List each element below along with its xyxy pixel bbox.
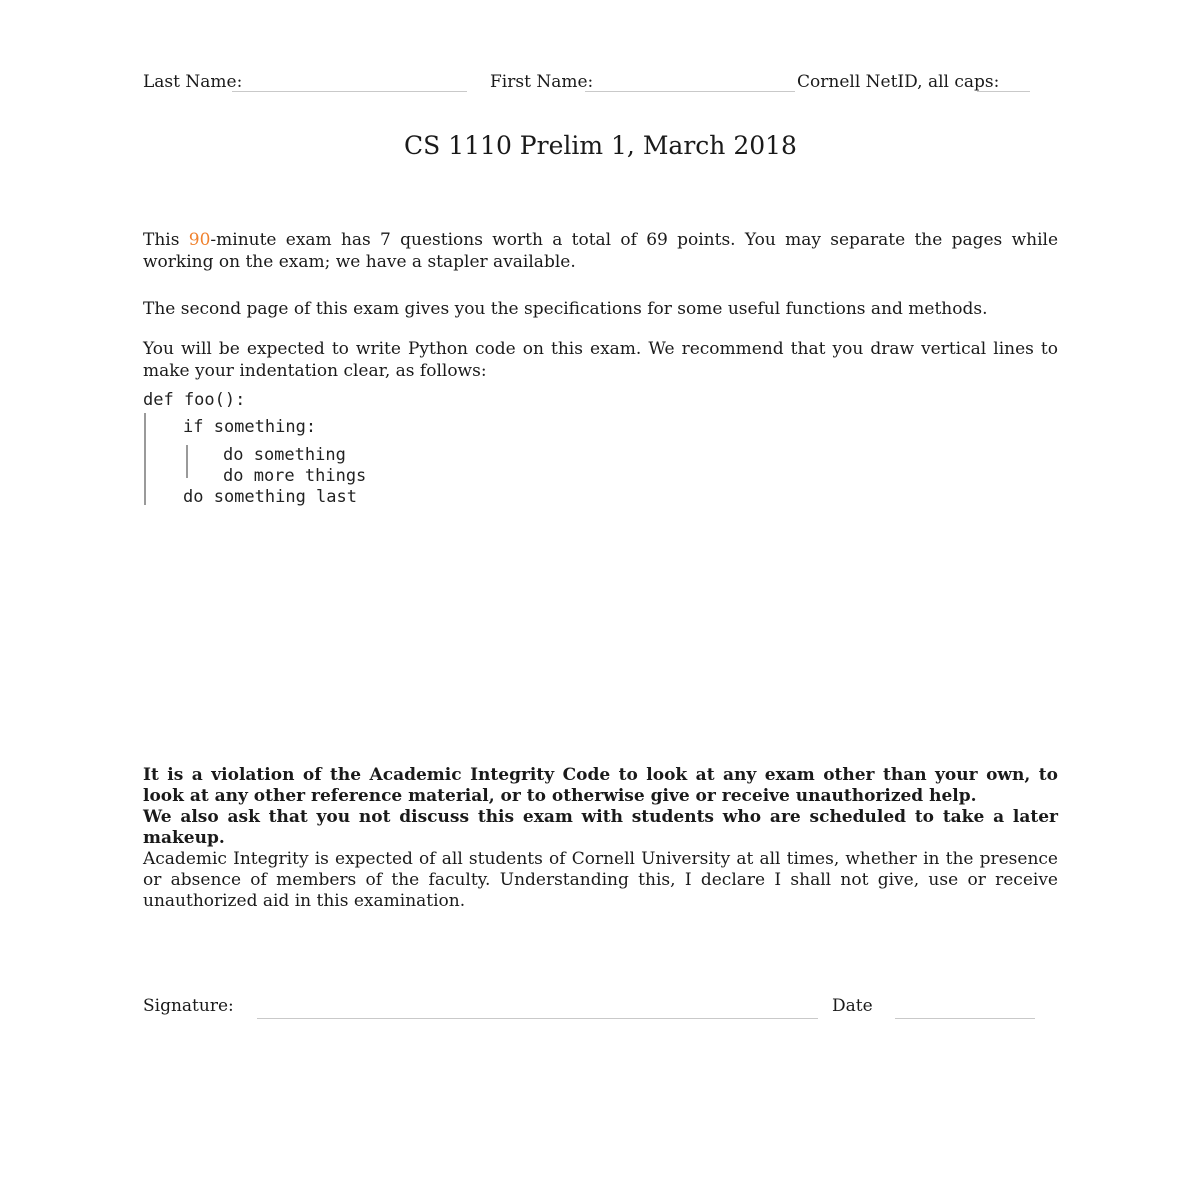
signature-date-footer [143, 997, 1058, 1025]
intro-paragraph-3: You will be expected to write Python code on this exam. We recommend that you draw vertical lines to make your indentation clear, as follows: [143, 339, 1058, 381]
code-line-if-something: if something: [183, 417, 317, 437]
intro-p1-text-before: This [143, 230, 189, 250]
integrity-statement-declaration: Academic Integrity is expected of all students of Cornell University at all times, whether in the presence or absence of members of the faculty. Understanding this, I declare I shall not give, use or receive unauthorized aid in this examination. [143, 849, 1058, 911]
integrity-statement-makeup: We also ask that you not discuss this exam with students who are scheduled to take a later makeup. [143, 807, 1058, 848]
academic-integrity-section [143, 765, 1058, 912]
code-line-do-more-things: do more things [223, 466, 367, 486]
signature-blank-line [257, 1018, 818, 1019]
date-label: Date [832, 996, 873, 1016]
intro-paragraph-1 [143, 230, 1058, 273]
code-example [143, 390, 643, 510]
indent-guide-line-inner [186, 445, 188, 478]
first-name-blank-line [585, 91, 795, 92]
name-netid-header [143, 73, 1058, 99]
first-name-label: First Name: [490, 72, 594, 92]
signature-label: Signature: [143, 996, 234, 1016]
intro-p1-text-after: -minute exam has 7 questions worth a total of 69 points. You may separate the pages while working on the exam; we have a stapler available. [143, 230, 1059, 272]
exam-duration-highlight: 90 [188, 230, 211, 250]
code-line-do-something: do something [223, 445, 346, 465]
date-blank-line [895, 1018, 1035, 1019]
netid-blank-line [977, 91, 1030, 92]
code-line-do-something-last: do something last [183, 487, 357, 507]
code-line-def-foo: def foo(): [143, 390, 246, 410]
netid-label: Cornell NetID, all caps: [797, 72, 1000, 92]
indent-guide-line-outer [144, 413, 146, 505]
intro-paragraph-2: The second page of this exam gives you the specifications for some useful functions and methods. [143, 299, 988, 319]
last-name-label: Last Name: [143, 72, 243, 92]
last-name-blank-line [232, 91, 467, 92]
page-title: CS 1110 Prelim 1, March 2018 [404, 131, 797, 160]
integrity-statement-violation: It is a violation of the Academic Integrity Code to look at any exam other than your own, to look at any other reference material, or to otherwise give or receive unauthorized help. [143, 765, 1058, 806]
